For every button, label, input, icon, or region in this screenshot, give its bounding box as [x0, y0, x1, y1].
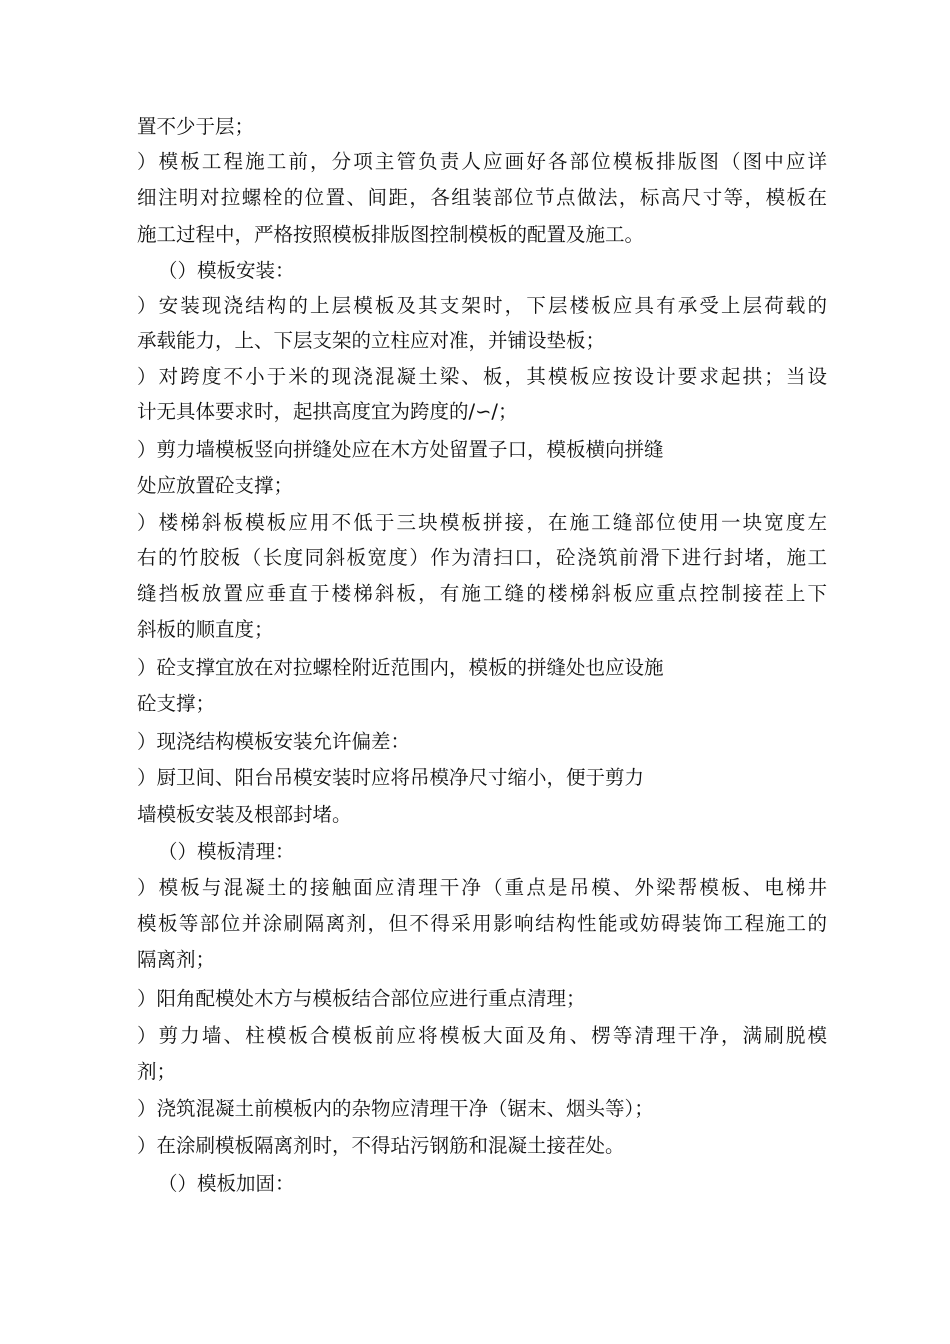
text-line: ）浇筑混凝土前模板内的杂物应清理干净（锯末、烟头等）；: [137, 1097, 654, 1120]
text-line: 承载能力，上、下层支架的立柱应对准，并铺设垫板；: [137, 329, 606, 352]
text-line: 模板等部位并涂刷隔离剂，但不得采用影响结构性能或妨碍装饰工程施工的: [137, 912, 827, 935]
text-line: ）阳角配模处木方与模板结合部位应进行重点清理；: [137, 987, 586, 1010]
text-line: 隔离剂；: [137, 948, 216, 971]
text-line: ）砼支撑宜放在对拉螺栓附近范围内，模板的拼缝处也应设施: [137, 656, 664, 679]
section-heading: （）模板加固：: [158, 1172, 295, 1195]
text-line: ）现浇结构模板安装允许偏差：: [137, 730, 411, 753]
text-line: ）安装现浇结构的上层模板及其支架时，下层楼板应具有承受上层荷载的: [137, 294, 827, 317]
text-line: ）剪力墙模板竖向拼缝处应在木方处留置子口，模板横向拼缝: [137, 438, 664, 461]
text-line: 细注明对拉螺栓的位置、间距，各组装部位节点做法，标高尺寸等，模板在: [137, 186, 827, 209]
text-line: 砼支撑；: [137, 692, 216, 715]
text-line: 墙模板安装及根部封堵。: [137, 803, 352, 826]
text-line: 剂；: [137, 1060, 177, 1083]
text-line: ）模板与混凝土的接触面应清理干净（重点是吊模、外梁帮模板、电梯井: [137, 876, 827, 899]
text-line: ）对跨度不小于米的现浇混凝土梁、板，其模板应按设计要求起拱；当设: [137, 365, 827, 388]
text-line: ）厨卫间、阳台吊模安装时应将吊模净尺寸缩小，便于剪力: [137, 766, 645, 789]
text-line: ）楼梯斜板模板应用不低于三块模板拼接，在施工缝部位使用一块宽度左: [137, 511, 827, 534]
text-line: 处应放置砼支撑；: [137, 474, 294, 497]
section-heading: （）模板清理：: [158, 840, 295, 863]
section-heading: （）模板安装：: [158, 259, 295, 282]
text-line: ）在涂刷模板隔离剂时，不得玷污钢筋和混凝土接茬处。: [137, 1134, 625, 1157]
text-line: 施工过程中，严格按照模板排版图控制模板的配置及施工。: [137, 223, 645, 246]
text-line: ）模板工程施工前，分项主管负责人应画好各部位模板排版图（图中应详: [137, 150, 827, 173]
text-line: ）剪力墙、柱模板合模板前应将模板大面及角、楞等清理干净，满刷脱模: [137, 1024, 827, 1047]
text-line: 右的竹胶板（长度同斜板宽度）作为清扫口，砼浇筑前滑下进行封堵，施工: [137, 546, 827, 569]
text-line: 斜板的顺直度；: [137, 618, 274, 641]
text-line: 计无具体要求时，起拱高度宜为跨度的/∽/；: [137, 400, 518, 423]
text-line: 置不少于层；: [137, 115, 255, 138]
text-line: 缝挡板放置应垂直于楼梯斜板，有施工缝的楼梯斜板应重点控制接茬上下: [137, 582, 827, 605]
